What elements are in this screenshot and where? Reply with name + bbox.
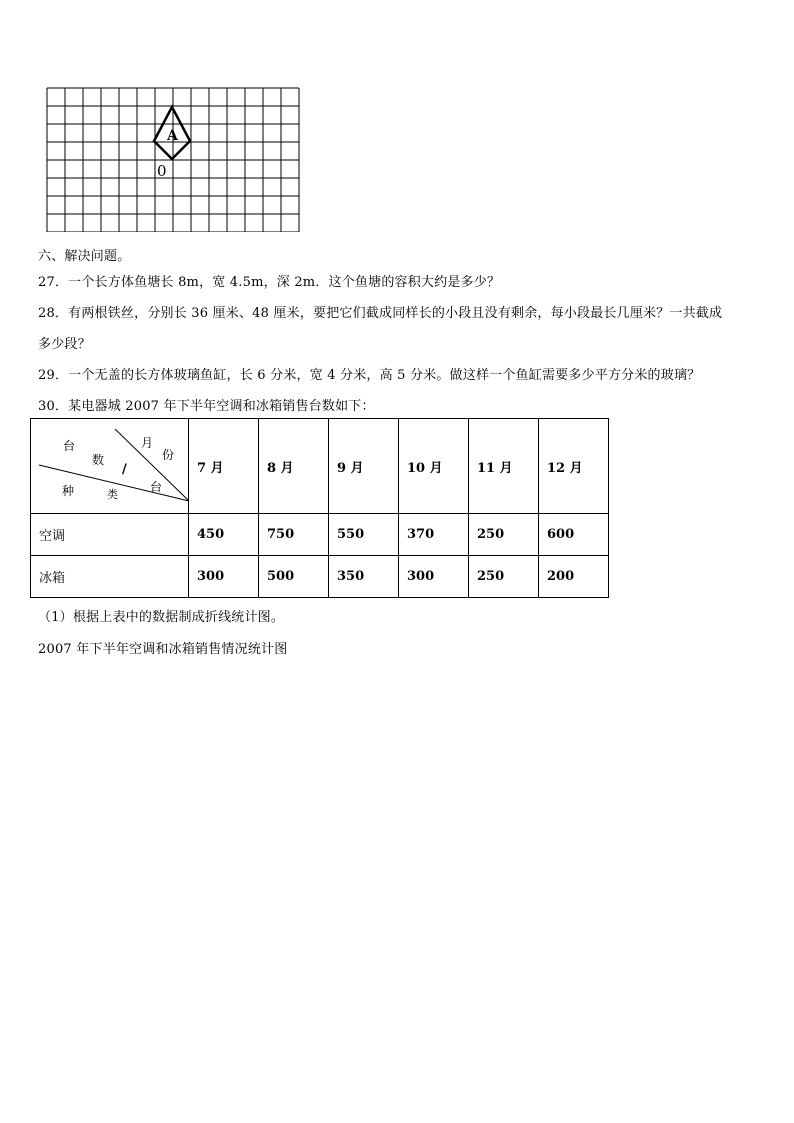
aircon-cell: 370 — [399, 514, 469, 556]
fridge-cell: 300 — [399, 556, 469, 598]
label-a: A — [167, 128, 178, 144]
grid-svg — [46, 87, 300, 232]
fridge-cell: 250 — [469, 556, 539, 598]
question-28-line2: 多少段？ — [38, 337, 91, 352]
row-label-fridge: 冰箱 — [31, 556, 189, 598]
chart-title: 2007 年下半年空调和冰箱销售情况统计图 — [38, 642, 288, 657]
corner-yue: 月 — [141, 436, 154, 450]
corner-tai2: 台 — [150, 480, 163, 494]
corner-tai: 台 — [63, 439, 76, 453]
aircon-cell: 550 — [329, 514, 399, 556]
fridge-cell: 200 — [539, 556, 609, 598]
table-row-aircon — [31, 514, 609, 556]
fridge-cell: 350 — [329, 556, 399, 598]
month-header-12: 12 月 — [539, 419, 609, 514]
fridge-cell: 500 — [259, 556, 329, 598]
aircon-cell: 250 — [469, 514, 539, 556]
table-header-row — [31, 419, 609, 514]
section-title: 六、解决问题。 — [38, 249, 131, 264]
question-29: 29．一个无盖的长方体玻璃鱼缸，长 6 分米，宽 4 分米，高 5 分米。做这样一个鱼缸需要多少平方分米的玻璃？ — [38, 368, 701, 383]
table-row-fridge — [31, 556, 609, 598]
month-header-10: 10 月 — [399, 419, 469, 514]
sub-question-1: （1）根据上表中的数据制成折线统计图。 — [38, 610, 285, 625]
month-header-9: 9 月 — [329, 419, 399, 514]
question-30: 30．某电器城 2007 年下半年空调和冰箱销售台数如下： — [38, 399, 375, 414]
corner-fen: 份 — [162, 448, 175, 462]
aircon-cell: 600 — [539, 514, 609, 556]
question-28-line1: 28．有两根铁丝，分别长 36 厘米、48 厘米，要把它们截成同样长的小段且没有剩余，每小段最长几厘米？一共截成 — [38, 306, 723, 321]
aircon-cell: 750 — [259, 514, 329, 556]
question-27: 27．一个长方体鱼塘长 8m，宽 4.5m，深 2m．这个鱼塘的容积大约是多少？ — [38, 275, 501, 290]
month-header-11: 11 月 — [469, 419, 539, 514]
row-label-aircon: 空调 — [31, 514, 189, 556]
grid-figure — [46, 87, 298, 230]
label-o: 0 — [157, 162, 167, 180]
corner-zhong: 种 — [62, 484, 75, 498]
sales-table — [30, 418, 609, 598]
corner-shu: 数 — [92, 453, 105, 467]
corner-lei: 类 — [107, 488, 118, 501]
aircon-cell: 450 — [189, 514, 259, 556]
month-header-7: 7 月 — [189, 419, 259, 514]
fridge-cell: 300 — [189, 556, 259, 598]
corner-slash: / — [122, 462, 127, 477]
diagonal-header-cell — [31, 419, 189, 514]
month-header-8: 8 月 — [259, 419, 329, 514]
